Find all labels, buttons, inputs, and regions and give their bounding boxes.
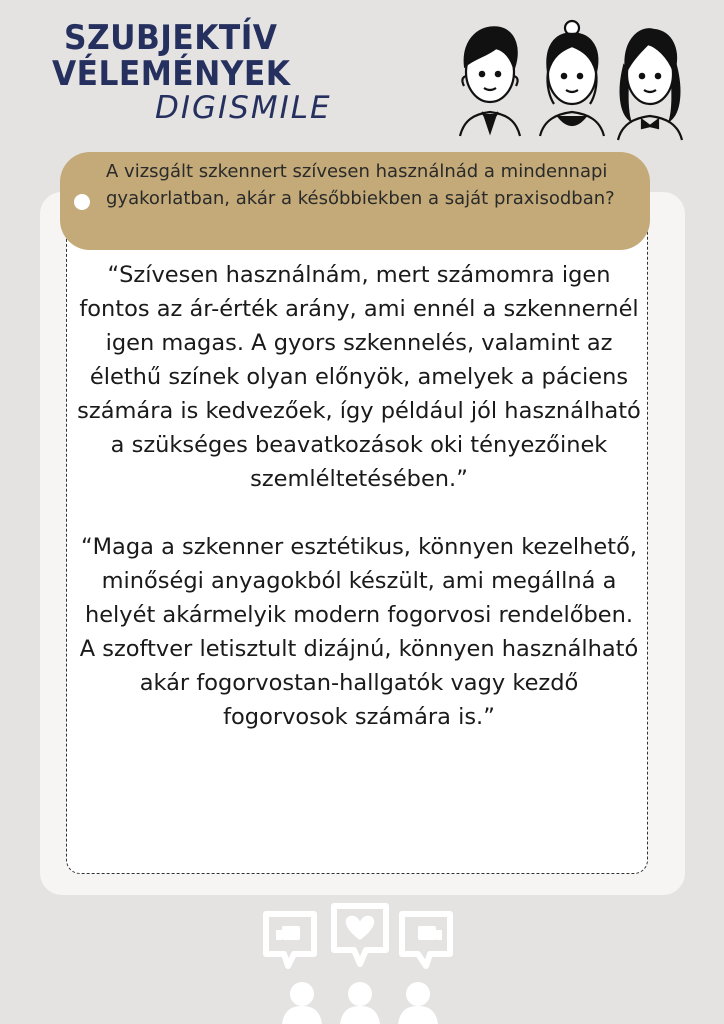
bullet-dot [74, 194, 90, 210]
title-block [52, 20, 311, 92]
avatar-woman-long-hair-icon [618, 29, 682, 140]
page-title-line1: SZUBJEKTÍV [64, 18, 278, 58]
page-title-line2: VÉLEMÉNYEK [52, 54, 291, 94]
feedback-people-icon [258, 900, 458, 1024]
page-subtitle: DIGISMILE [155, 90, 332, 126]
avatars-illustration [452, 16, 692, 144]
question-bar [60, 152, 650, 250]
question-text: A vizsgált szkennert szívesen használnád a mindennapi gyakorlatban, akár a későbbiekben a saját praxisodban? [106, 161, 615, 209]
quote-1: “Szívesen használnám, mert számomra igen fontos az ár-érték arány, ami ennél a szkennernél igen magas. A gyors szkennelés, valamint az élethű színek olyan előnyök, amelyek a páciens számára is kedvezőek, így például jól használható a szükséges beavatkozások oki tényezőinek szemléltetésében.” [77, 262, 641, 492]
quote-2: “Maga a szkenner esztétikus, könnyen kezelhető, minőségi anyagokból készült, ami megállná a helyét akármelyik modern fogorvosi rendelőben. A szoftver letisztult dizájnú, könnyen használható akár fogorvostan-hallgatók vagy kezdő fogorvosok számára is.” [79, 534, 639, 730]
quotes-section [74, 258, 644, 768]
avatar-woman-icon [540, 21, 604, 136]
avatar-man-icon [460, 27, 520, 136]
